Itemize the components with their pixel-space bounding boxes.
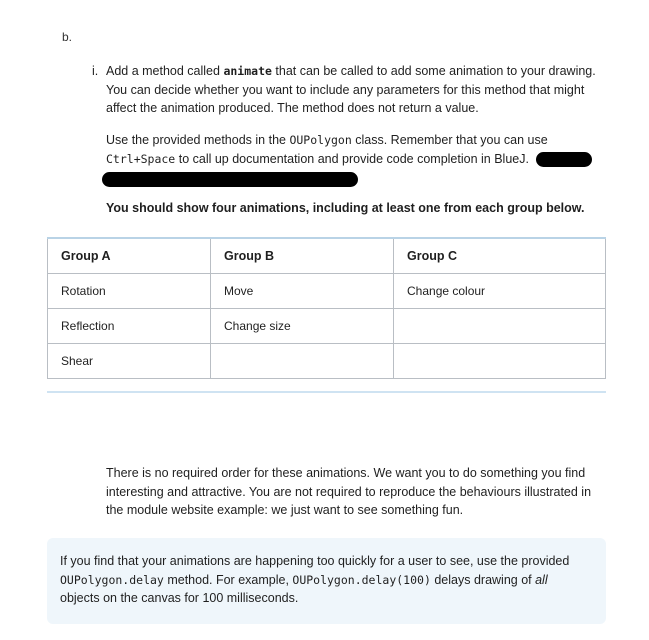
tip-text: If you find that your animations are happening too quickly for a user to see, use the provided OUPolygon.delay method. For example, OUPolygon.delay(100) delays drawing of all objects on the canvas for 100 milliseconds.	[60, 554, 570, 605]
table-row	[48, 344, 606, 379]
instruction-heading: You should show four animations, including at least one from each group below.	[106, 201, 585, 215]
animation-groups-table	[47, 237, 606, 379]
table-row	[48, 309, 606, 344]
inline-code-animate: animate	[223, 64, 272, 78]
inline-code-delay: OUPolygon.delay	[60, 572, 164, 587]
table-cell: Rotation	[48, 274, 211, 309]
item-i-paragraph: i. Add a method called animate that can be called to add some animation to your drawing. You can decide whether you want to include any parameters for this method that might affect the animation produced. The method does not return a value.	[92, 64, 596, 115]
table-cell: Change size	[211, 309, 394, 344]
table-header: Group A	[48, 238, 211, 274]
table-header: Group B	[211, 238, 394, 274]
inline-code-delay-example: OUPolygon.delay(100)	[292, 572, 431, 587]
redaction-bar	[536, 152, 592, 167]
table-cell	[211, 344, 394, 379]
inline-code-oupolygon: OUPolygon	[289, 133, 352, 147]
table-cell: Move	[211, 274, 394, 309]
section-divider	[47, 391, 606, 393]
table-cell: Reflection	[48, 309, 211, 344]
tip-box	[47, 538, 606, 624]
provided-methods-paragraph: Use the provided methods in the OUPolygon class. Remember that you can use Ctrl+Space to call up documentation and provide code completion in BlueJ.	[106, 133, 548, 166]
item-number: i.	[92, 64, 99, 78]
inline-code-ctrl-space: Ctrl+Space	[106, 151, 176, 166]
order-paragraph: There is no required order for these animations. We want you to do something you find interesting and attractive. You are not required to reproduce the behaviours illustrated in the module website example: we just want to see something fun.	[106, 466, 592, 517]
table-cell	[394, 344, 606, 379]
table-row	[48, 274, 606, 309]
table-cell	[394, 309, 606, 344]
table-header: Group C	[394, 238, 606, 274]
redaction-bar	[102, 172, 358, 187]
sub-question-label: b.	[62, 30, 73, 44]
table-header-row	[48, 238, 606, 274]
table-cell: Change colour	[394, 274, 606, 309]
table-cell: Shear	[48, 344, 211, 379]
